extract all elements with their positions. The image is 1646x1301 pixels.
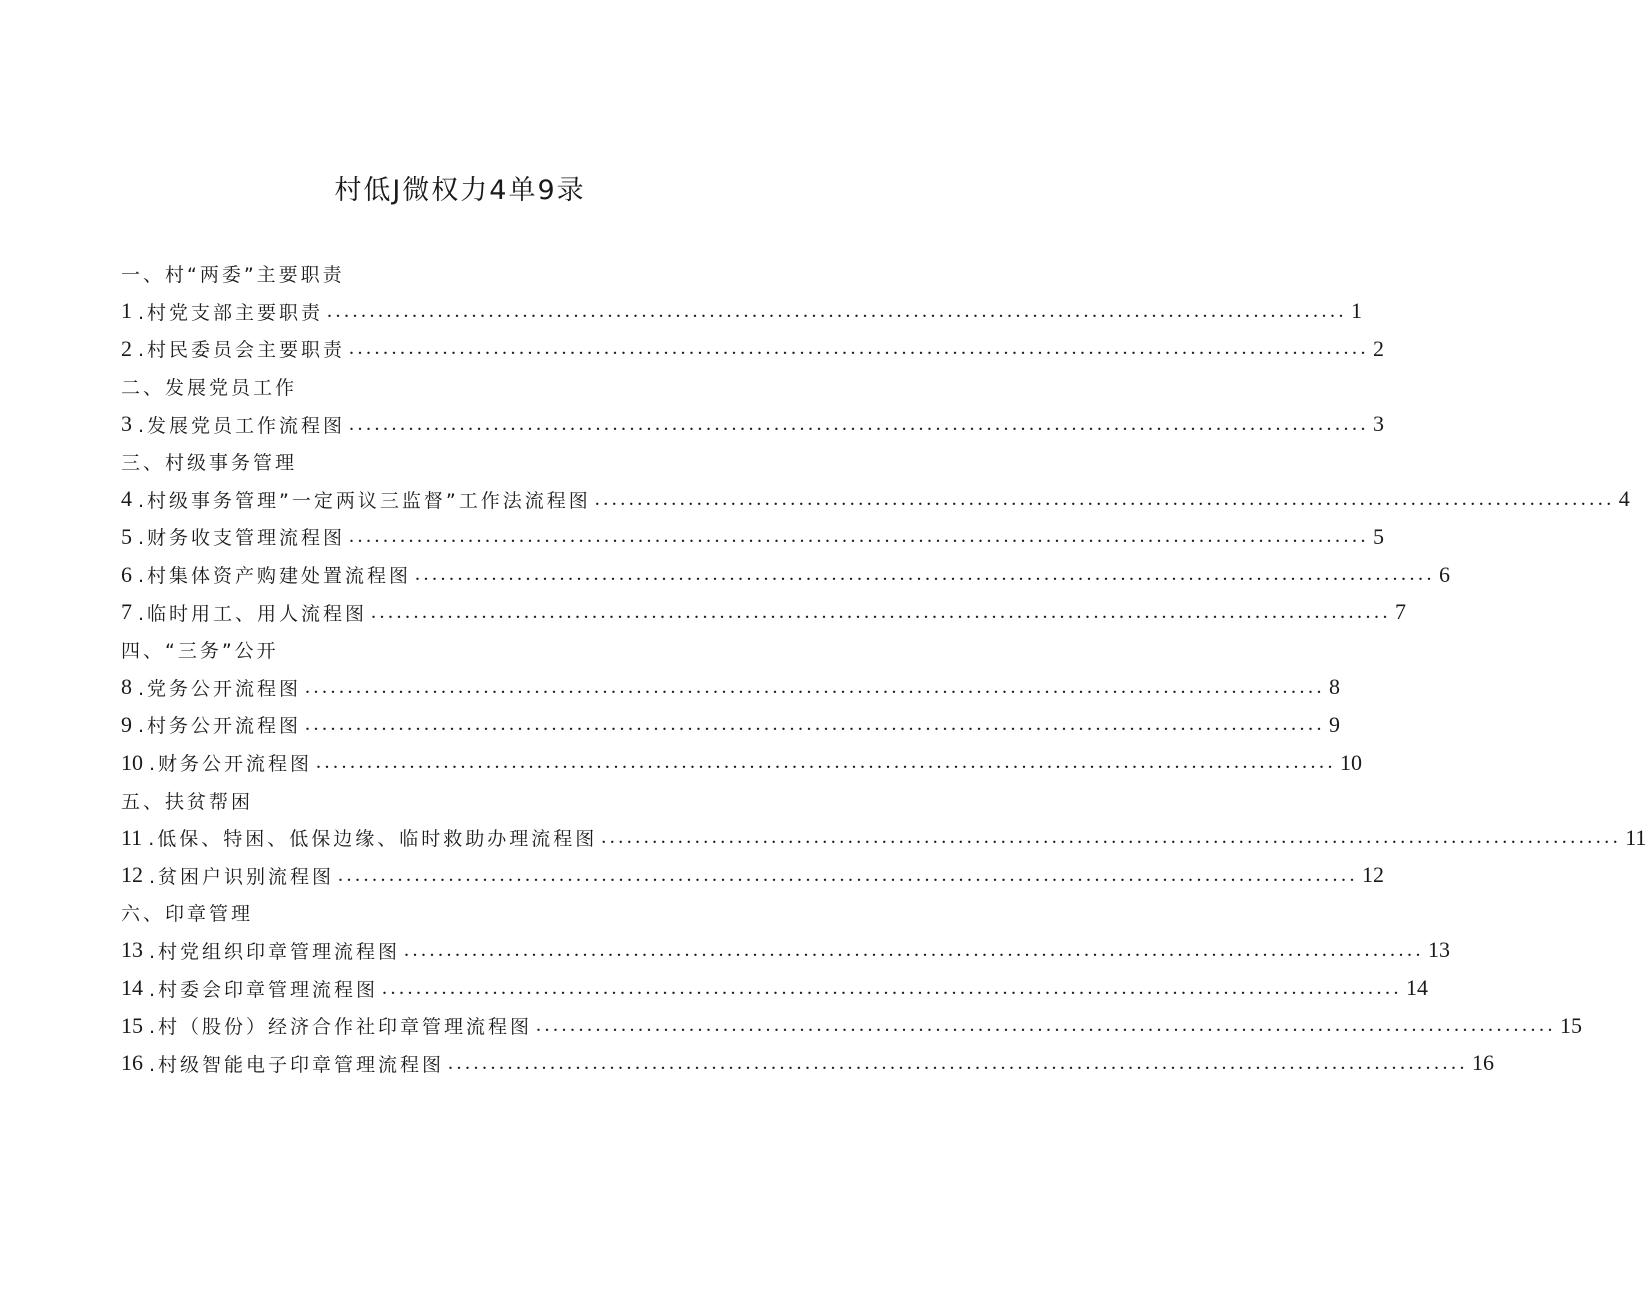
- entry-page: 16: [1472, 1050, 1495, 1076]
- entry-page: 2: [1373, 335, 1385, 361]
- toc-entry[interactable]: [121, 969, 1429, 1007]
- section-heading: 四、“三务”公开: [121, 640, 279, 663]
- entry-page: 6: [1439, 561, 1451, 587]
- entry-page: 3: [1373, 411, 1385, 437]
- dot-leader: ........................................................................................................................: [338, 863, 1359, 886]
- toc-entry[interactable]: [121, 405, 1385, 443]
- section-heading: 一、村“两委”主要职责: [121, 264, 345, 287]
- entry-label: .村党支部主要职责: [138, 301, 324, 324]
- document-title: 村低J微权力4单9录: [334, 175, 586, 206]
- entry-page: 7: [1395, 599, 1407, 625]
- toc-entry[interactable]: [121, 481, 1630, 519]
- entry-number: 15: [121, 1012, 143, 1038]
- dot-leader: ........................................................................................................................: [316, 751, 1337, 774]
- entry-page: 8: [1329, 674, 1341, 700]
- toc-entry[interactable]: [121, 330, 1385, 368]
- dot-leader: ........................................................................................................................: [327, 299, 1348, 322]
- dot-leader: ........................................................................................................................: [349, 525, 1370, 548]
- toc-entry[interactable]: [121, 857, 1385, 895]
- entry-page: 12: [1362, 862, 1385, 888]
- entry-number: 11: [121, 824, 143, 850]
- entry-number: 3: [121, 411, 132, 437]
- entry-number: 5: [121, 523, 132, 549]
- dot-leader: ........................................................................................................................: [536, 1014, 1557, 1037]
- entry-label: .低保、特困、低保边缘、临时救助办理流程图: [148, 828, 598, 851]
- entry-label: .村（股份）经济合作社印章管理流程图: [149, 1016, 533, 1039]
- entry-page: 4: [1618, 486, 1630, 512]
- entry-label: .村务公开流程图: [138, 715, 302, 738]
- entry-number: 4: [121, 486, 132, 512]
- toc-entry[interactable]: [121, 1007, 1583, 1045]
- entry-page: 5: [1373, 523, 1385, 549]
- dot-leader: ........................................................................................................................: [415, 563, 1436, 586]
- section-heading: 三、村级事务管理: [121, 452, 298, 475]
- section-heading: 六、印章管理: [121, 903, 254, 926]
- toc-entry[interactable]: [121, 556, 1451, 594]
- entry-label: .村民委员会主要职责: [138, 339, 346, 362]
- entry-number: 10: [121, 749, 143, 775]
- toc-entry[interactable]: [121, 669, 1341, 707]
- entry-number: 14: [121, 975, 143, 1001]
- entry-number: 9: [121, 711, 132, 737]
- entry-label: .村级智能电子印章管理流程图: [149, 1053, 445, 1076]
- entry-number: 7: [121, 599, 132, 625]
- dot-leader: ........................................................................................................................: [594, 487, 1615, 510]
- entry-page: 11: [1625, 824, 1646, 850]
- dot-leader: ........................................................................................................................: [349, 337, 1370, 360]
- entry-number: 13: [121, 937, 143, 963]
- toc-entry[interactable]: [121, 593, 1407, 631]
- entry-label: .村集体资产购建处置流程图: [138, 565, 412, 588]
- entry-number: 12: [121, 862, 143, 888]
- toc-entry[interactable]: [121, 518, 1385, 556]
- entry-number: 2: [121, 335, 132, 361]
- toc-entry[interactable]: [121, 706, 1341, 744]
- entry-label: .村级事务管理”一定两议三监督”工作法流程图: [138, 489, 591, 512]
- section-heading: 二、发展党员工作: [121, 377, 298, 400]
- entry-label: .发展党员工作流程图: [138, 414, 346, 437]
- dot-leader: ........................................................................................................................: [371, 600, 1392, 623]
- entry-page: 14: [1406, 975, 1429, 1001]
- dot-leader: ........................................................................................................................: [305, 713, 1326, 736]
- entry-page: 1: [1351, 298, 1363, 324]
- dot-leader: ........................................................................................................................: [601, 826, 1622, 849]
- toc-entry[interactable]: [121, 819, 1646, 857]
- section-heading: 五、扶贫帮困: [121, 790, 254, 813]
- entry-label: .财务公开流程图: [149, 753, 313, 776]
- entry-page: 10: [1340, 749, 1363, 775]
- entry-number: 8: [121, 674, 132, 700]
- entry-label: .临时用工、用人流程图: [138, 602, 368, 625]
- toc-entry[interactable]: [121, 1044, 1495, 1082]
- dot-leader: ........................................................................................................................: [448, 1051, 1469, 1074]
- entry-number: 6: [121, 561, 132, 587]
- entry-label: .党务公开流程图: [138, 677, 302, 700]
- entry-label: .村委会印章管理流程图: [149, 978, 379, 1001]
- entry-page: 13: [1428, 937, 1451, 963]
- table-of-contents: [121, 255, 1646, 1082]
- entry-page: 15: [1560, 1012, 1583, 1038]
- entry-label: .贫困户识别流程图: [149, 865, 335, 888]
- dot-leader: ........................................................................................................................: [404, 938, 1425, 961]
- toc-entry[interactable]: [121, 293, 1363, 331]
- toc-entry[interactable]: [121, 932, 1451, 970]
- dot-leader: ........................................................................................................................: [305, 675, 1326, 698]
- entry-page: 9: [1329, 711, 1341, 737]
- entry-number: 1: [121, 298, 132, 324]
- dot-leader: ........................................................................................................................: [382, 976, 1403, 999]
- dot-leader: ........................................................................................................................: [349, 412, 1370, 435]
- toc-entry[interactable]: [121, 744, 1363, 782]
- entry-number: 16: [121, 1050, 143, 1076]
- entry-label: .村党组织印章管理流程图: [149, 940, 401, 963]
- entry-label: .财务收支管理流程图: [138, 527, 346, 550]
